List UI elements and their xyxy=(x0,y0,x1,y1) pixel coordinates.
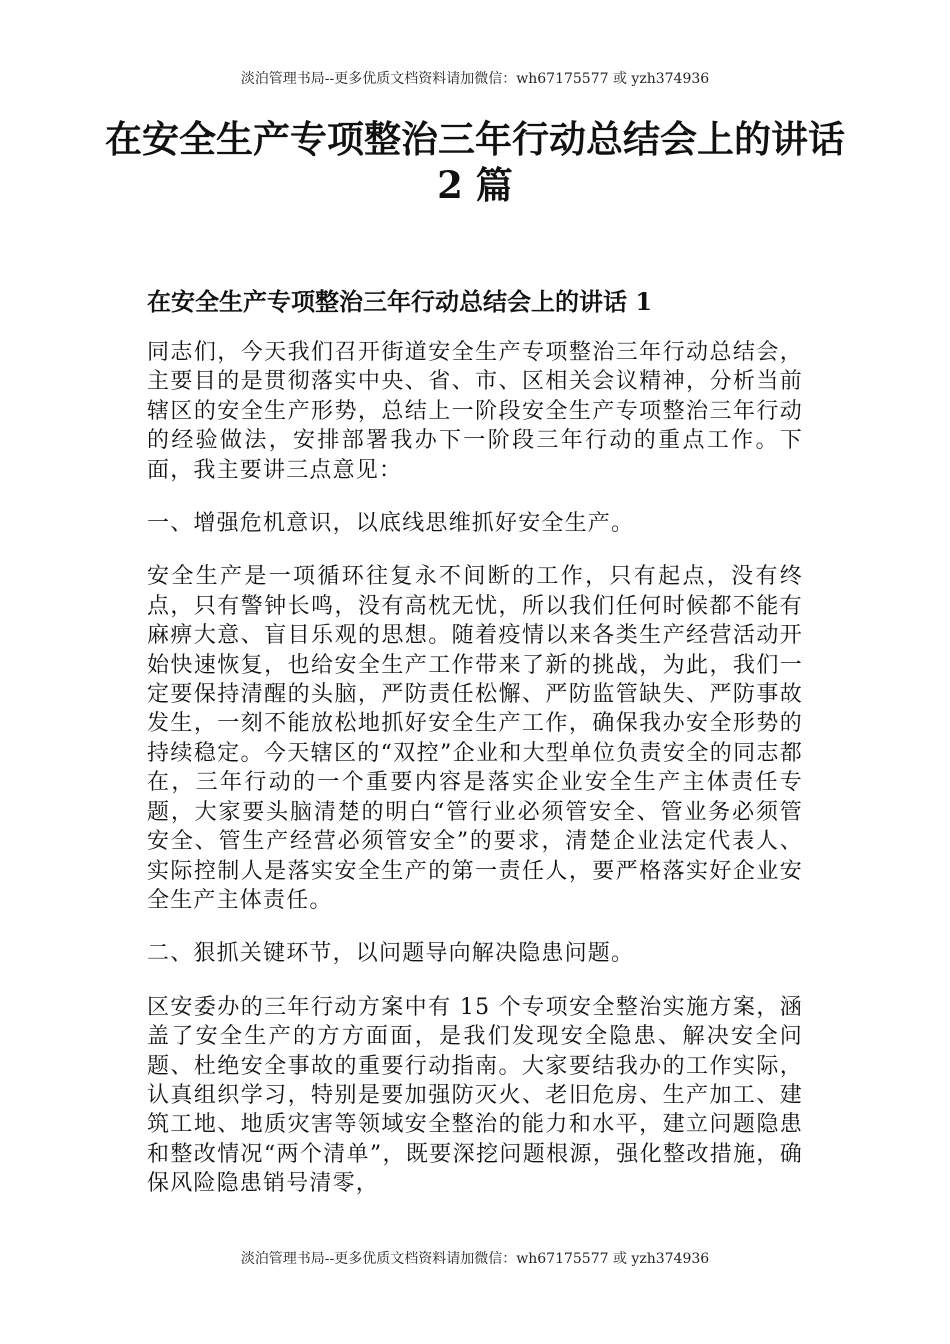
paragraph-section-2: 区安委办的三年行动方案中有 15 个专项安全整治实施方案，涵盖了安全生产的方方面面，是我们发现安全隐患、解决安全问题、杜绝安全事故的重要行动指南。大家要结我办的工作实际，认真组织学习，特别是要加强防灭火、老旧危房、生产加工、建筑工地、地质灾害等领域安全整治的能力和水平，建立问题隐患和整改情况“两个清单”，既要深挖问题根源，强化整改措施，确保风险隐患销号清零， xyxy=(147,994,803,1197)
page-footer: 淡泊管理书局--更多优质文档资料请加微信：wh67175577 或 yzh374936 xyxy=(240,1251,710,1267)
paragraph-heading-1: 一、增强危机意识，以底线思维抓好安全生产。 xyxy=(147,511,635,537)
paragraph-heading-2: 二、狠抓关键环节，以问题导向解决隐患问题。 xyxy=(147,941,635,967)
paragraph-intro: 同志们，今天我们召开街道安全生产专项整治三年行动总结会，主要目的是贯彻落实中央、省、市、区相关会议精神，分析当前辖区的安全生产形势，总结上一阶段安全生产专项整治三年行动的经验做法，安排部署我办下一阶段三年行动的重点工作。下面，我主要讲三点意见： xyxy=(147,340,803,483)
paragraph-section-1: 安全生产是一项循环往复永不间断的工作，只有起点，没有终点，只有警钟长鸣，没有高枕无忧，所以我们任何时候都不能有麻痹大意、盲目乐观的思想。随着疫情以来各类生产经营活动开始快速恢复，也给安全生产工作带来了新的挑战，为此，我们一定要保持清醒的头脑，严防责任松懈、严防监管缺失、严防事故发生，一刻不能放松地抓好安全生产工作，确保我办安全形势的持续稳定。今天辖区的“双控”企业和大型单位负责安全的同志都在，三年行动的一个重要内容是落实企业安全生产主体责任专题，大家要头脑清楚的明白“管行业必须管安全、管业务必须管安全、管生产经营必须管安全”的要求，清楚企业法定代表人、实际控制人是落实安全生产的第一责任人，要严格落实好企业安全生产主体责任。 xyxy=(147,564,803,913)
section-title: 在安全生产专项整治三年行动总结会上的讲话 1 xyxy=(147,287,653,316)
document-body xyxy=(147,338,803,1223)
page-header: 淡泊管理书局--更多优质文档资料请加微信：wh67175577 或 yzh374936 xyxy=(240,71,710,87)
document-title: 在安全生产专项整治三年行动总结会上的讲话 2 篇 xyxy=(105,117,845,207)
